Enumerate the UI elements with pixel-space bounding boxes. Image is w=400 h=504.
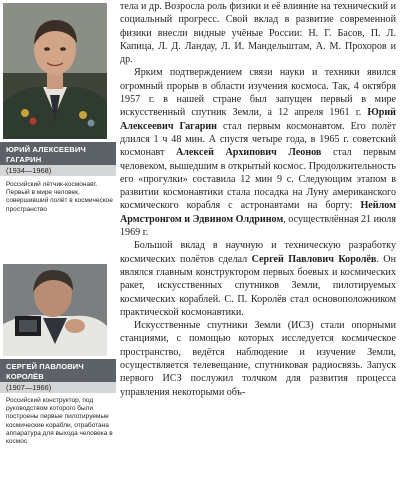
gagarin-note: Российский лётчик-космонавт. Первый в мире человек, совершивший полёт в космическое пространство [6,181,113,213]
korolev-caption: СЕРГЕЙ ПАВЛОВИЧ КОРОЛЁВ [0,359,116,384]
korolev-note: Российский конструктор, под руководством которого были построены первые пилотируемые космические корабли, отработана аппаратура для выхода человека в космос [6,397,113,446]
leonov-name: Алексей Архипович Леонов [175,147,322,159]
gagarin-caption: ЮРИЙ АЛЕКСЕЕВИЧ ГАГАРИН [0,142,116,167]
gagarin-portrait [3,3,107,139]
sidebar [0,0,116,504]
paragraph-space: Ярким подтверждением связи науки и техники явился огромный прорыв в области изучения космоса. Так, 4 октября 1957 г. в нашей стране был запущен первый в мире искусственный спутник Земли, а 12 апреля 1961 г. Юрий Алексеевич Гагарин стал первым космонавтом. Его полёт длился 1 ч 48 мин. А спустя четыре года, в 1965 г. советский космонавт Алексей Архипович Леонов стал первым человеком, вышедшим в открытый космос. Продолжительность его «прогулки» составила 12 мин 9 с. Следующим этапом в развитии космонавтики стала посадка на Луну американского космического корабля с астронавтами на борту: Нейлом Армстронгом и Эдвином Олдрином, осуществлённая 21 июля 1969 г. [120,67,397,239]
gagarin-name: Юрий Алексеевич Гагарин [120,107,396,132]
korolev-portrait [3,264,107,356]
gagarin-years: (1934—1968) [0,165,116,176]
korolev-years: (1907—1966) [0,382,116,393]
main-text [120,0,396,399]
paragraph-satellites: Искусственные спутники Земли (ИСЗ) стали опорными станциями, с помощью которых исследуется космическое пространство, ведётся наблюдение и изучение Земли, осуществляется телевещание, спутниковая радиосвязь. Запуск первого ИСЗ послужил толчком для развития процесса управления некоторыми объ- [120,320,396,398]
armstrong-name: Нейлом Армстронгом и Эдвином Олдрином [120,200,396,225]
korolev-name: Сергей Павлович Королёв [251,253,377,265]
paragraph-korolev: Большой вклад в научную и техническую разработку космических полётов сделал Сергей Павлович Королёв. Он являлся главным конструктором первых боевых и космических ракет, искусственных спутников Земли, пилотируемых космических кораблей. С. П. Королёв стал основоположником практической космонавтики. [120,240,396,318]
paragraph-physics: тела и др. Возросла роль физики и её влияние на технический и социальный прогресс. Свой вклад в развитие современной физики внесли видные учёные России: Н. Г. Басов, П. Л. Капица, Л. Д. Ландау, Л. И. Мандельштам, А. М. Прохоров и др. [120,1,396,66]
